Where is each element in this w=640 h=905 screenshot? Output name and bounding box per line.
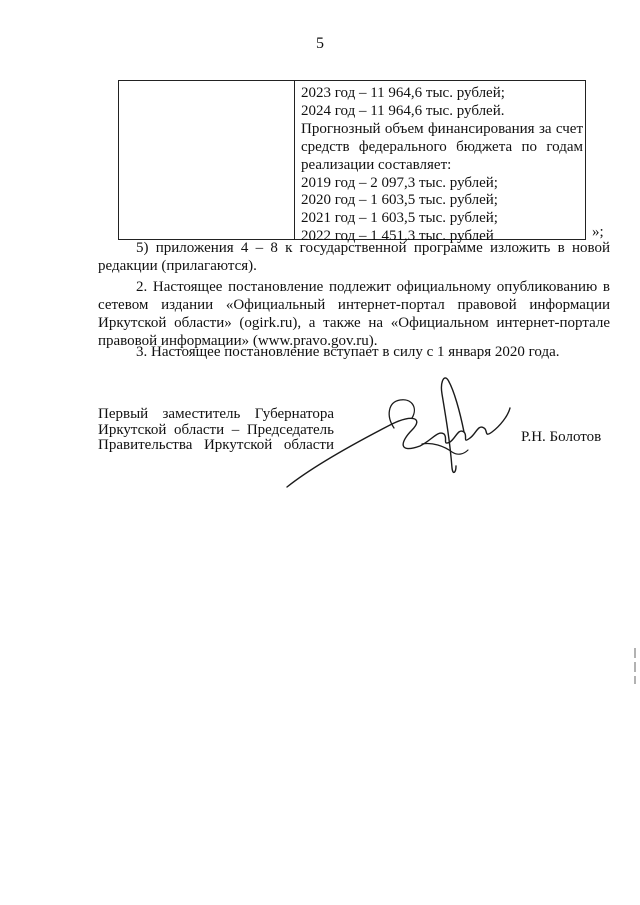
paragraph-line: 5) приложения 4 – 8 к государственной программе изложить в новой	[136, 240, 610, 256]
signer-name: Р.Н. Болотов	[521, 429, 602, 445]
paragraph-line: 2. Настоящее постановление подлежит официальному опубликованию в	[136, 279, 610, 295]
table-line: 2020 год – 1 603,5 тыс. рублей;	[301, 192, 498, 209]
signatory-title-line: Правительства Иркутской области	[98, 437, 334, 453]
margin-mark	[632, 648, 638, 684]
signatory-title-line: Первый заместитель Губернатора	[98, 406, 334, 422]
table-column-divider	[294, 81, 295, 239]
page-number: 5	[316, 35, 324, 52]
table-line: Прогнозный объем финансирования за счет	[301, 120, 583, 137]
signatory-title-line: Иркутской области – Председатель	[98, 421, 334, 438]
paragraph-line: редакции (прилагаются).	[98, 257, 257, 274]
paragraph-line: сетевом издании «Официальный интернет-портал правовой информации	[98, 296, 610, 313]
table-line: 2021 год – 1 603,5 тыс. рублей;	[301, 210, 498, 227]
table-cell-funding	[301, 85, 583, 246]
funding-table	[118, 80, 586, 245]
paragraph-item-5	[98, 240, 610, 276]
paragraph-line: 3. Настоящее постановление вступает в силу с 1 января 2020 года.	[136, 344, 560, 360]
table-line: 2024 год – 11 964,6 тыс. рублей.	[301, 102, 505, 119]
paragraph-line: правовой информации» (www.pravo.gov.ru).	[98, 332, 378, 349]
paragraph-2	[98, 279, 610, 351]
table-line: средств федерального бюджета по годам	[301, 138, 583, 155]
handwritten-signature	[272, 372, 512, 492]
closing-quote: »;	[592, 224, 604, 240]
paragraph-3	[98, 344, 610, 362]
table-line: 2022 год – 1 451,3 тыс. рублей	[301, 228, 494, 245]
table-line: реализации составляет:	[301, 156, 452, 173]
table-line: 2023 год – 11 964,6 тыс. рублей;	[301, 85, 505, 101]
table-line: 2019 год – 2 097,3 тыс. рублей;	[301, 174, 498, 191]
paragraph-line: Иркутской области» (ogirk.ru), а также на «Официальном интернет-портале	[98, 314, 610, 331]
